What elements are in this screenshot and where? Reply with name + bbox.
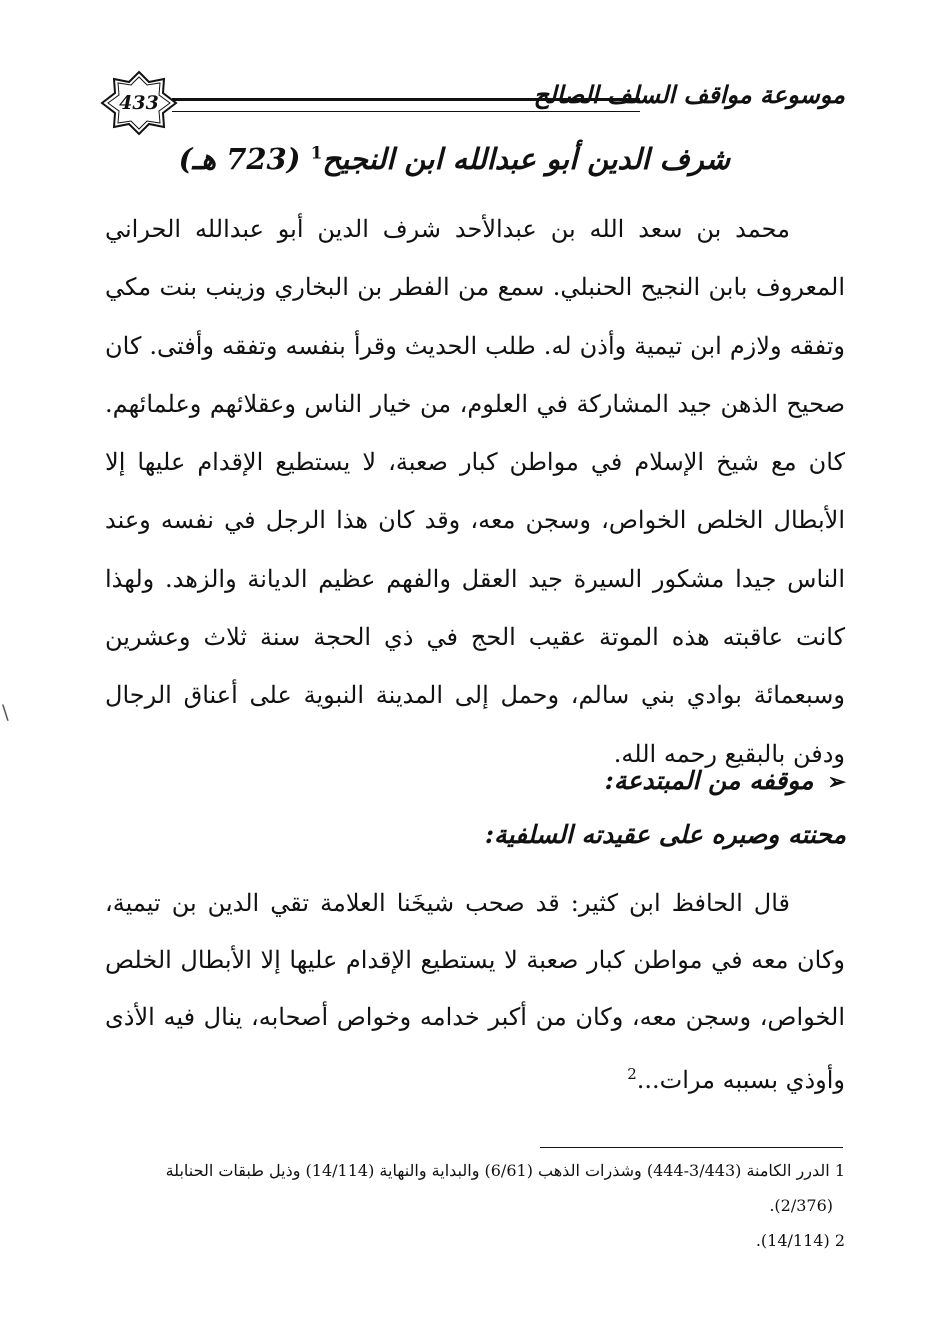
chapter-year: (723 هـ) [178,142,301,176]
series-title: موسوعة مواقف السلف الصالح [533,80,845,109]
footnote-text: (14/114). [755,1231,830,1250]
footnote-separator [540,1147,843,1148]
footnotes [105,1153,845,1258]
footnote-text: الدرر الكامنة (3/443-444) وشذرات الذهب (6/61) والبداية والنهاية (14/114) وذيل طبقات الحنابلة [165,1161,830,1180]
section-subheading-text: محنته وصبره على عقيدته السلفية: [484,820,846,849]
footnote-2 [105,1223,845,1258]
biography-paragraph [105,200,845,783]
chapter-name: شرف الدين أبو عبدالله ابن النجيح [322,142,730,176]
page-header [100,70,845,140]
quote-paragraph [105,875,845,1109]
footnote-1 [105,1153,845,1188]
section-subheading [485,820,846,849]
chapter-footnote-ref: 1 [310,143,323,164]
quote-footnote-ref: 2 [627,1065,637,1083]
footnote-1-continuation [105,1188,845,1223]
page-number: 433 [119,92,159,114]
chapter-title [178,142,730,188]
footnote-number: 1 [834,1161,845,1180]
scan-mark: \ [2,700,9,724]
page-number-badge [100,70,178,136]
arrow-bullet-icon: ➢ [827,769,846,795]
quote-text: قال الحافظ ابن كثير: قد صحب شيخَنا العلامة تقي الدين بن تيمية، وكان معه في مواطن كبار صعبة لا يستطيع الإقدام عليها إلا الأبطال الخلص الخواص، وسجن معه، وكان من أكبر خدامه وخواص أصحابه، ينال فيه الأذى وأوذي بسببه مرات... [105,889,845,1094]
biography-text: محمد بن سعد الله بن عبدالأحد شرف الدين أبو عبدالله الحراني المعروف بابن النجيح الحنبلي. سمع من الفطر بن البخاري وزينب بنت مكي وتفقه ولازم ابن تيمية وأذن له. طلب الحديث وقرأ بنفسه وتفقه وأفتى. كان صحيح الذهن جيد المشاركة في العلوم، من خيار الناس وعقلائهم وعلمائهم. كان مع شيخ الإسلام في مواطن كبار صعبة، لا يستطيع الإقدام عليها إلا الأبطال الخلص الخواص، وسجن معه، وقد كان هذا الرجل في نفسه وعند الناس جيدا مشكور السيرة جيد العقل والفهم عظيم الديانة والزهد. ولهذا كانت عاقبته هذه الموتة عقيب الحج في ذي الحجة سنة ثلاث وعشرين وسبعمائة بوادي بني سالم، وحمل إلى المدينة النبوية على أعناق الرجال ودفن بالبقيع رحمه الله. [105,215,845,768]
section-heading [605,766,846,795]
footnote-text: (2/376). [769,1196,833,1215]
footnote-number: 2 [834,1231,845,1250]
section-heading-text: موقفه من المبتدعة: [604,766,814,795]
